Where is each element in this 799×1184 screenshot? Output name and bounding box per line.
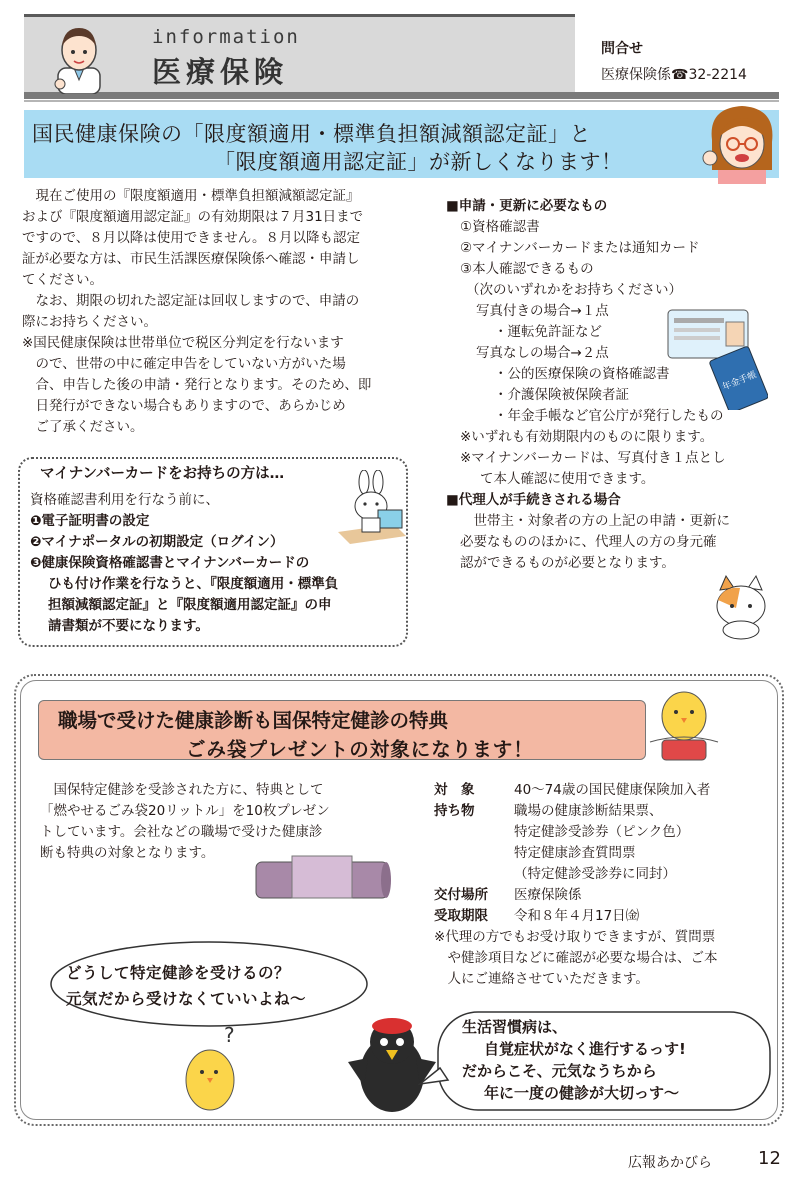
section2-left-line: 国保特定健診を受診された方に、特典として <box>40 782 324 798</box>
required-item: ・年金手帳など官公庁が発行したもの <box>494 408 724 424</box>
section1-left-line: 現在ご使用の『限度額適用・標準負担額減額認定証』 <box>22 188 360 204</box>
required-item: ・介護保険被保険者証 <box>494 387 629 403</box>
proxy-text: 世帯主・対象者の方の上記の申請・更新に <box>460 513 730 529</box>
section1-left-line: てください。 <box>22 272 103 288</box>
cat-illustration-icon <box>706 574 776 640</box>
section1-left-line: 際にお持ちください。 <box>22 314 157 330</box>
mynumber-step-cont: 担額減額認定証』と『限度額適用認定証』の申 <box>48 597 332 613</box>
required-item: ③本人確認できるもの <box>460 261 594 277</box>
section1-left-line: ※国民健康保険は世帯単位で税区分判定を行ないます <box>22 335 344 351</box>
detail-label: 受取期限 <box>434 908 488 924</box>
section1-title-line1: 国民健康保険の「限度額適用・標準負担額減額認定証」と <box>32 122 591 146</box>
section1-left-line: ご了承ください。 <box>22 419 144 435</box>
chick-question-icon <box>180 1020 242 1116</box>
mynumber-step: ❸健康保険資格確認書とマイナンバーカードの <box>30 555 310 571</box>
detail-value: 令和８年４月17日㈮ <box>514 908 640 924</box>
section1-left-line: 日発行ができない場合もありますので、あらかじめ <box>22 398 346 414</box>
detail-label: 持ち物 <box>434 803 475 819</box>
detail-value: 職場の健康診断結果票、 <box>514 803 663 819</box>
mynumber-box-body <box>30 490 370 637</box>
detail-label: 交付場所 <box>434 887 488 903</box>
section1-left-line: ので、世帯の中に確定申告をしていない方がいた場 <box>22 356 346 372</box>
detail-row <box>434 885 784 906</box>
detail-label: 対 象 <box>434 782 475 798</box>
detail-value: 40～74歳の国民健康保険加入者 <box>514 782 711 798</box>
detail-row <box>434 801 784 822</box>
section1-left-line: ですので、８月以降は使用できません。８月以降も認定 <box>22 230 361 246</box>
bubble-right-line: だからこそ、元気なうちから <box>462 1062 657 1080</box>
required-item: ①資格確認書 <box>460 219 540 235</box>
mynumber-box-intro: 資格確認書利用を行なう前に、 <box>30 492 219 508</box>
bubble-right-line: 生活習慣病は、 <box>462 1018 568 1036</box>
detail-value: 特定健診受診券（ピンク色） <box>514 824 690 840</box>
contact-label: 問合せ <box>601 41 643 57</box>
detail-row <box>434 780 784 801</box>
footer-publication: 広報あかびら <box>628 1155 712 1171</box>
doctor-avatar-icon <box>52 22 106 94</box>
required-item: ・公的医療保険の資格確認書 <box>494 366 670 382</box>
required-item: （次のいずれかをお持ちください） <box>466 282 682 298</box>
required-item: 写真なしの場合→２点 <box>476 345 609 361</box>
required-item-note: ※いずれも有効期限内のものに限ります。 <box>460 429 714 445</box>
header-title-en: information <box>152 26 300 48</box>
proxy-text: 認ができるものが必要となります。 <box>460 555 675 571</box>
pension-book-label: 年金手帳 <box>721 370 759 393</box>
section1-left-line: および『限度額適用認定証』の有効期限は７月31日まで <box>22 209 364 225</box>
header-stripe <box>24 92 779 99</box>
required-item: ・運転免許証など <box>494 324 602 340</box>
svg-text:?: ? <box>224 1023 235 1047</box>
detail-row <box>434 864 784 885</box>
detail-note: や健診項目などに確認が必要な場合は、ご本 <box>434 950 718 966</box>
detail-label <box>434 822 514 843</box>
garbage-bag-roll-icon <box>252 852 392 902</box>
proxy-text: 必要なもののほかに、代理人の方の身元確 <box>460 534 717 550</box>
header-stripe-thin <box>24 100 779 102</box>
header-title-ja: 医療保険 <box>152 55 289 89</box>
rabbit-computer-icon <box>334 470 410 544</box>
detail-value: （特定健診受診券に同封） <box>514 866 676 882</box>
bubble-right-text <box>462 1016 686 1104</box>
required-item: 写真付きの場合→１点 <box>476 303 609 319</box>
section2-title-line2: ごみ袋プレゼントの対象になります！ <box>186 738 534 761</box>
required-item-note: ※マイナンバーカードは、写真付き１点とし <box>460 450 726 466</box>
required-items-heading: ■申請・更新に必要なもの <box>446 198 608 214</box>
contact-phone: 医療保険係☎32-2214 <box>601 67 747 83</box>
bubble-left-text <box>66 960 306 1012</box>
license-and-pension-book-icon <box>666 306 768 410</box>
footer-page-number: 12 <box>758 1148 781 1169</box>
section1-left-line: 証が必要な方は、市民生活課医療保険係へ確認・申請し <box>22 251 360 267</box>
section1-left-line: 合、申告した後の申請・発行となります。そのため、即 <box>22 377 372 393</box>
bubble-right-line: 年に一度の健診が大切っす～ <box>484 1084 680 1102</box>
detail-value: 特定健康診査質問票 <box>514 845 636 861</box>
bubble-right-line: 自覚症状がなく進行するっす! <box>484 1040 686 1058</box>
required-item: ②マイナンバーカードまたは通知カード <box>460 240 700 256</box>
bubble-left-line: 元気だから受けなくていいよね～ <box>66 990 307 1008</box>
mynumber-box-title: マイナンバーカードをお持ちの方は… <box>40 466 285 482</box>
bubble-left-line: どうして特定健診を受けるの？ <box>66 964 291 982</box>
section2-left-line: トしています。会社などの職場で受けた健康診 <box>40 824 323 840</box>
section1-left-line: なお、期限の切れた認定証は回収しますので、申請の <box>22 293 360 309</box>
required-item-note: て本人確認に使用できます。 <box>480 471 655 487</box>
chick-gift-icon <box>640 682 728 764</box>
section2-left-line: 断も特典の対象となります。 <box>40 845 215 861</box>
detail-label <box>434 864 514 885</box>
section1-title-line2: 「限度額適用認定証」が新しくなります！ <box>214 150 623 174</box>
mynumber-step-cont: 請書類が不要になります。 <box>48 618 209 634</box>
section2-left-line: 「燃やせるごみ袋20リットル」を10枚プレゼン <box>40 803 330 819</box>
detail-row <box>434 906 784 927</box>
detail-row <box>434 843 784 864</box>
nurse-illustration-icon <box>700 100 784 184</box>
detail-row <box>434 822 784 843</box>
detail-label <box>434 843 514 864</box>
detail-value: 医療保険係 <box>514 887 582 903</box>
mynumber-step: ❶電子証明書の設定 <box>30 513 150 529</box>
section2-details <box>434 780 784 990</box>
section2-title-line1: 職場で受けた健康診断も国保特定健診の特典 <box>58 709 449 732</box>
section1-left-text <box>22 186 417 438</box>
detail-note: 人にご連絡させていただきます。 <box>434 971 649 987</box>
proxy-heading: ■代理人が手続きされる場合 <box>446 492 621 508</box>
mynumber-step: ❷マイナポータルの初期設定（ログイン） <box>30 534 284 550</box>
mynumber-step-cont: ひも付け作業を行なうと、『限度額適用・標準負 <box>48 576 339 592</box>
detail-note: ※代理の方でもお受け取りできますが、質問票 <box>434 929 716 945</box>
